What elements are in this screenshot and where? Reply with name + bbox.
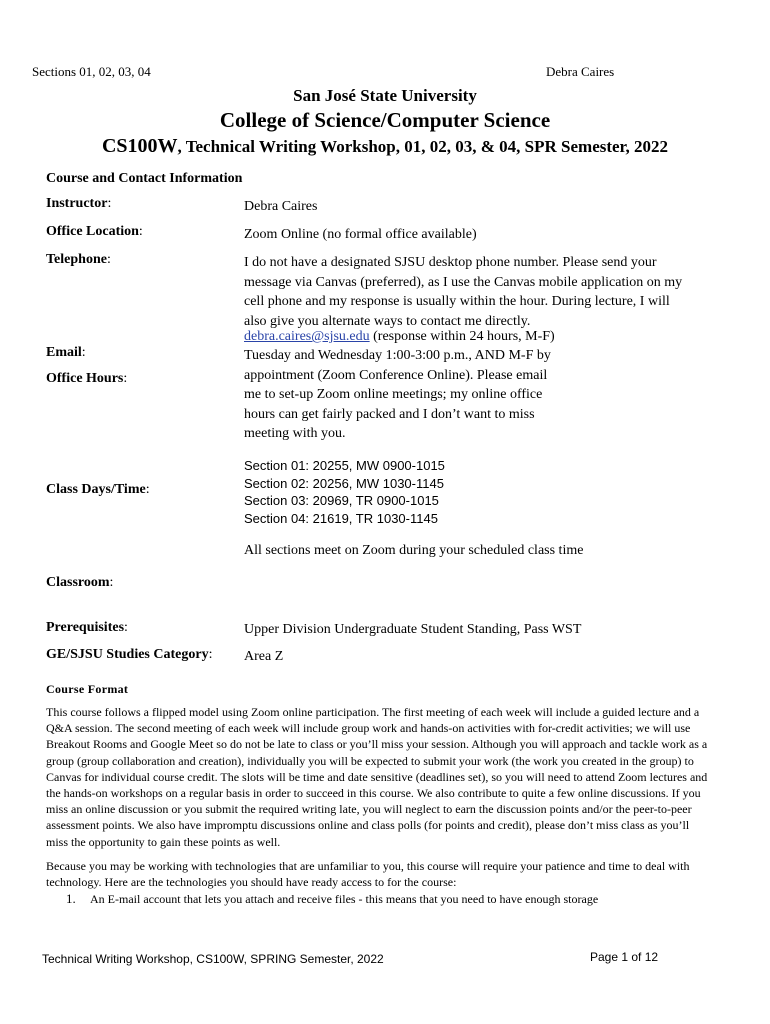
office-hours-line: hours can get fairly packed and I don’t want to miss: [244, 406, 535, 422]
contact-info-heading: Course and Contact Information: [46, 171, 243, 186]
class-days-label: Class Days/Time:: [46, 482, 150, 497]
prerequisites-label: Prerequisites:: [46, 620, 128, 635]
telephone-line: also give you alternate ways to contact me directly.: [244, 313, 531, 329]
class-days-note: All sections meet on Zoom during your scheduled class time: [244, 543, 584, 558]
email-value: [244, 327, 555, 347]
ge-category-label: GE/SJSU Studies Category:: [46, 647, 213, 662]
section-schedule: Section 03: 20969, TR 0900-1015: [244, 493, 439, 508]
footer-title: Technical Writing Workshop, CS100W, SPRING Semester, 2022: [42, 952, 384, 966]
office-hours-line: appointment (Zoom Conference Online). Please email: [244, 367, 548, 383]
prerequisites-value: Upper Division Undergraduate Student Standing, Pass WST: [244, 622, 582, 637]
course-code: CS100W: [101, 135, 178, 157]
office-location-value: Zoom Online (no formal office available): [244, 227, 477, 242]
office-hours-value: [244, 346, 551, 444]
instructor-label: Instructor:: [46, 196, 112, 211]
telephone-line: I do not have a designated SJSU desktop phone number. Please send your: [244, 255, 657, 270]
instructor-value: Debra Caires: [244, 199, 318, 214]
header-author: Debra Caires: [546, 64, 615, 79]
course-title-rest: , Technical Writing Workshop, 01, 02, 03, & 04, SPR Semester, 2022: [177, 137, 669, 156]
technology-paragraph: Because you may be working with technologies that are unfamiliar to you, this course will require your patience and time to deal with technology. Here are the technologies you should have ready access to for the course:: [46, 859, 690, 890]
email-label: Email:: [46, 345, 86, 360]
section-schedule: Section 04: 21619, TR 1030-1145: [244, 510, 438, 526]
telephone-value: [244, 253, 682, 331]
university-title: San José State University: [293, 86, 477, 105]
list-number: 1.: [66, 891, 76, 906]
section-schedule: Section 02: 20256, MW 1030-1145: [244, 475, 444, 491]
course-format-heading: Course Format: [46, 682, 129, 696]
header-sections: Sections 01, 02, 03, 04: [32, 64, 151, 79]
telephone-label: Telephone:: [46, 252, 111, 267]
telephone-line: cell phone and my response is usually within the hour. During lecture, I will: [244, 294, 670, 309]
email-note: (response within 24 hours, M-F): [369, 329, 555, 344]
course-title: [0, 135, 770, 158]
telephone-line: message via Canvas (preferred), as I use the Canvas mobile application on my: [244, 274, 683, 290]
email-link[interactable]: debra.caires@sjsu.edu: [244, 329, 370, 344]
ge-category-value: Area Z: [244, 649, 284, 664]
office-hours-label: Office Hours:: [46, 371, 128, 386]
office-hours-line: meeting with you.: [244, 426, 346, 441]
list-item: An E-mail account that lets you attach and receive files - this means that you need to have enough storage: [90, 892, 599, 906]
class-days-value: [244, 457, 445, 527]
college-title: College of Science/Computer Science: [219, 108, 551, 132]
section-schedule: Section 01: 20255, MW 0900-1015: [244, 458, 445, 473]
office-hours-line: me to set-up Zoom online meetings; my online office: [244, 387, 543, 402]
office-location-label: Office Location:: [46, 224, 143, 239]
course-format-paragraph: This course follows a flipped model using Zoom online participation. The first meeting of each week will include a guided lecture and a Q&A session. The second meeting of each week will include group work and hands-on activities with for-credit activities; we will use Breakout Rooms and Google Meet so do not be late to class or you’ll miss your session. Although you will approach and tackle work as a group (group collaboration and creation), individually you will be expected to submit your work (the work you created in the group) to Canvas for individual course credit. The slots will be time and date sensitive (deadlines set), so you will need to attend Zoom lectures and the hands-on workshops on a regular basis in order to succeed in this course. We also contribute to quite a few online discussions. If you miss an online discussion or you submit the required writing late, you will neglect to earn the discussion points and/or the peer-to-peer assessment points. We also have impromptu discussions online and class polls (for points and credit), please don’t miss class as you’ll miss the opportunity to gain these points as well.: [46, 705, 708, 849]
office-hours-line: Tuesday and Wednesday 1:00-3:00 p.m., AND M-F by: [244, 348, 551, 363]
classroom-label: Classroom:: [46, 575, 114, 590]
page-number: Page 1 of 12: [590, 950, 659, 964]
